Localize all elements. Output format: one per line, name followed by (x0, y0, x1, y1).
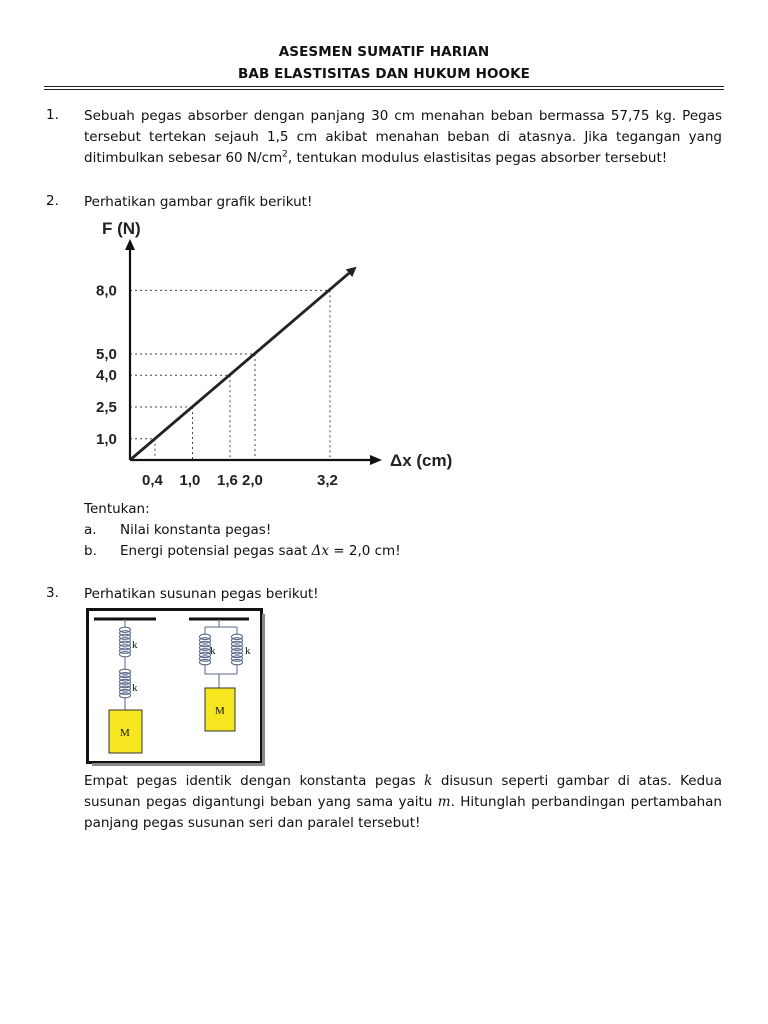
question-3-body-part2: disusun seperti gambar di atas. Kedua susunan pegas digantungi beban yang sama yaitu (84, 773, 722, 810)
question-2-prompt: Tentukan: (84, 501, 150, 517)
chart-ylabel: F (N) (102, 219, 141, 238)
header-divider-top (44, 86, 724, 87)
question-3-body-part3: . Hitunglah perbandingan pertambahan panjang pegas susunan seri dan paralel tersebut! (84, 794, 722, 831)
x-tick-label-2: 1,6 (217, 472, 238, 489)
parallel-spring-right-label: k (245, 645, 251, 657)
question-2b-text-post: = 2,0 cm! (328, 543, 401, 559)
question-1-text-a: Sebuah pegas absorber dengan panjang 30 cm menahan beban bermassa 57,75 kg. Pegas tersebut tertekan sejauh 1,5 cm akibat menahan beban di atasnya. Jika tegangan yang ditimbulkan sebesar 60 N/cm (84, 108, 722, 166)
series-line (130, 273, 349, 460)
page-title: ASESMEN SUMATIF HARIAN (278, 44, 490, 60)
question-2b-text (120, 541, 401, 562)
y-tick-label-4: 8,0 (96, 282, 117, 300)
series-spring-bottom-label: k (132, 682, 138, 694)
y-tick-label-3: 5,0 (96, 346, 117, 363)
question-1-text (84, 106, 722, 169)
x-axis-arrow (370, 455, 382, 465)
question-3-text: Perhatikan susunan pegas berikut! (84, 586, 319, 602)
question-2-number: 2. (46, 193, 59, 209)
spring-arrangement-figure (86, 608, 266, 766)
x-tick-label-1: 1,0 (179, 472, 201, 489)
series-spring-top-label: k (132, 639, 138, 651)
chart-xlabel: Δx (cm) (390, 451, 453, 470)
parallel-spring-left-label: k (210, 645, 216, 657)
header-divider-bottom (44, 89, 724, 90)
question-3-body (84, 771, 722, 834)
question-3-body-m: m (437, 794, 451, 810)
figure-shadow-bottom (92, 763, 265, 766)
question-3-body-part1: Empat pegas identik dengan konstanta pegas (84, 773, 425, 789)
y-tick-label-1: 2,5 (96, 399, 117, 416)
question-2-text: Perhatikan gambar grafik berikut! (84, 194, 313, 210)
question-1-text-b: , tentukan modulus elastisitas pegas absorber tersebut! (287, 150, 668, 166)
x-tick-label-3: 2,0 (242, 472, 263, 489)
question-1-superscript: 2 (282, 149, 288, 160)
y-axis-arrow (125, 239, 135, 250)
x-tick-label-0: 0,4 (142, 472, 163, 489)
question-2a-text: Nilai konstanta pegas! (120, 522, 272, 538)
y-tick-label-2: 4,0 (96, 367, 117, 385)
question-2a-label: a. (84, 522, 97, 538)
force-displacement-chart (84, 212, 484, 502)
question-3-body-k: k (424, 773, 433, 789)
parallel-mass-label: M (215, 705, 225, 717)
question-2b-delta: Δx (311, 543, 329, 559)
y-tick-label-0: 1,0 (96, 430, 117, 448)
question-1-number: 1. (46, 107, 59, 123)
series-mass-label: M (120, 727, 130, 739)
question-2b-label: b. (84, 543, 97, 559)
question-3-number: 3. (46, 585, 59, 601)
page-subtitle: BAB ELASTISITAS DAN HUKUM HOOKE (238, 66, 530, 82)
figure-shadow-right (262, 614, 265, 766)
question-2b-text-pre: Energi potensial pegas saat (120, 543, 312, 559)
x-tick-label-4: 3,2 (317, 472, 338, 489)
